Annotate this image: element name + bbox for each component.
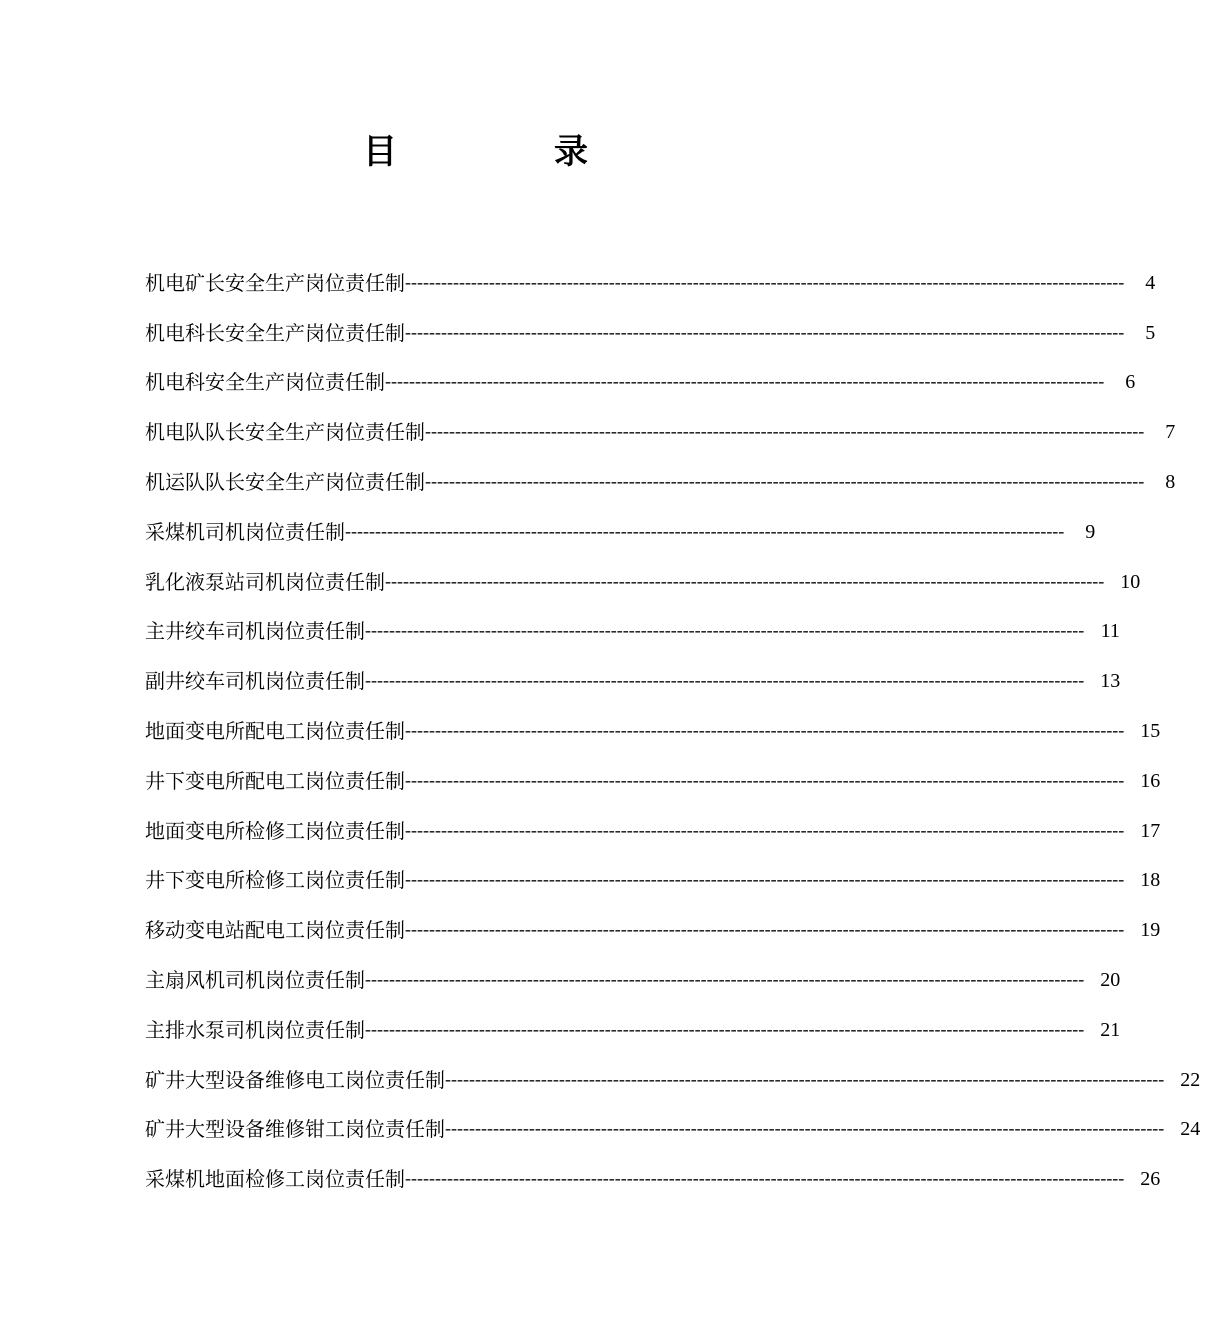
- toc-entry-label: 井下变电所检修工岗位责任制: [145, 868, 405, 893]
- toc-entry-label: 矿井大型设备维修钳工岗位责任制: [145, 1117, 445, 1142]
- toc-leader-dashes: ------------------------------------------------------------------------------------------------------------------------: [405, 720, 1125, 741]
- toc-entry-label: 移动变电站配电工岗位责任制: [145, 918, 405, 943]
- toc-entry[interactable]: [145, 308, 1156, 358]
- toc-leader-dashes: ------------------------------------------------------------------------------------------------------------------------: [405, 321, 1125, 342]
- toc-leader-dashes: ------------------------------------------------------------------------------------------------------------------------: [365, 1018, 1085, 1039]
- toc-leader-dashes: ------------------------------------------------------------------------------------------------------------------------: [425, 471, 1145, 492]
- toc-leader-dashes: ------------------------------------------------------------------------------------------------------------------------: [365, 670, 1085, 691]
- toc-leader-dashes: ------------------------------------------------------------------------------------------------------------------------: [445, 1068, 1165, 1089]
- toc-entry-label: 矿井大型设备维修电工岗位责任制: [145, 1067, 445, 1092]
- toc-entry[interactable]: [145, 258, 1156, 308]
- toc-leader-dashes: ------------------------------------------------------------------------------------------------------------------------: [405, 271, 1125, 292]
- toc-entry-page: 4: [1145, 271, 1156, 294]
- toc-leader-dashes: ------------------------------------------------------------------------------------------------------------------------: [365, 620, 1085, 641]
- toc-entry-label: 主排水泵司机岗位责任制: [145, 1017, 365, 1042]
- toc-entry[interactable]: [145, 756, 1161, 806]
- title-char-2: 录: [554, 132, 588, 172]
- toc-entry[interactable]: [145, 1154, 1161, 1204]
- toc-entry-label: 井下变电所配电工岗位责任制: [145, 768, 405, 793]
- toc-entry[interactable]: [145, 607, 1120, 657]
- toc-leader-dashes: ------------------------------------------------------------------------------------------------------------------------: [445, 1118, 1165, 1139]
- toc-entry-label: 机电队队长安全生产岗位责任制: [145, 420, 425, 445]
- toc-entry-page: 18: [1140, 869, 1161, 892]
- toc-entry-page: 19: [1140, 919, 1161, 942]
- toc-entry-page: 26: [1140, 1168, 1161, 1191]
- toc-entry-label: 地面变电所配电工岗位责任制: [145, 719, 405, 744]
- toc-entry-page: 20: [1100, 969, 1121, 992]
- toc-entry-page: 16: [1140, 769, 1161, 792]
- toc-leader-dashes: ------------------------------------------------------------------------------------------------------------------------: [405, 819, 1125, 840]
- toc-entry-label: 机运队队长安全生产岗位责任制: [145, 470, 425, 495]
- toc-entry[interactable]: [145, 557, 1141, 607]
- toc-entry-label: 采煤机地面检修工岗位责任制: [145, 1167, 405, 1192]
- toc-entry-label: 副井绞车司机岗位责任制: [145, 669, 365, 694]
- toc-entry-page: 22: [1180, 1068, 1201, 1091]
- toc-entry[interactable]: [145, 507, 1096, 557]
- toc-leader-dashes: ------------------------------------------------------------------------------------------------------------------------: [345, 520, 1065, 541]
- toc-entry-page: 7: [1165, 421, 1176, 444]
- toc-entry-page: 15: [1140, 720, 1161, 743]
- toc-entry[interactable]: [145, 706, 1161, 756]
- toc-entry-label: 主井绞车司机岗位责任制: [145, 619, 365, 644]
- toc-entry-page: 17: [1140, 819, 1161, 842]
- toc-entry-label: 主扇风机司机岗位责任制: [145, 968, 365, 993]
- toc-entry[interactable]: [145, 856, 1161, 906]
- toc-entry[interactable]: [145, 806, 1161, 856]
- toc-entry-label: 机电矿长安全生产岗位责任制: [145, 270, 405, 295]
- toc-entry[interactable]: [145, 457, 1176, 507]
- toc-leader-dashes: ------------------------------------------------------------------------------------------------------------------------: [365, 969, 1085, 990]
- toc-entry-label: 乳化液泵站司机岗位责任制: [145, 569, 385, 594]
- title-char-1: 目: [363, 132, 397, 172]
- toc-leader-dashes: ------------------------------------------------------------------------------------------------------------------------: [405, 1168, 1125, 1189]
- toc-leader-dashes: ------------------------------------------------------------------------------------------------------------------------: [385, 570, 1105, 591]
- toc-entry-page: 11: [1100, 620, 1120, 643]
- toc-entry-label: 机电科长安全生产岗位责任制: [145, 320, 405, 345]
- toc-leader-dashes: ------------------------------------------------------------------------------------------------------------------------: [385, 371, 1105, 392]
- toc-entry[interactable]: [145, 905, 1161, 955]
- table-of-contents: [145, 258, 1201, 1204]
- toc-entry-page: 9: [1085, 520, 1096, 543]
- toc-entry-page: 24: [1180, 1118, 1201, 1141]
- toc-entry[interactable]: [145, 955, 1121, 1005]
- toc-leader-dashes: ------------------------------------------------------------------------------------------------------------------------: [425, 421, 1145, 442]
- toc-entry-label: 采煤机司机岗位责任制: [145, 519, 345, 544]
- toc-entry-label: 地面变电所检修工岗位责任制: [145, 818, 405, 843]
- toc-entry[interactable]: [145, 358, 1136, 408]
- toc-entry-page: 13: [1100, 670, 1121, 693]
- toc-entry-page: 10: [1120, 570, 1141, 593]
- toc-entry-page: 8: [1165, 471, 1176, 494]
- toc-entry-page: 21: [1100, 1018, 1121, 1041]
- page-title: [0, 128, 950, 176]
- toc-leader-dashes: ------------------------------------------------------------------------------------------------------------------------: [405, 769, 1125, 790]
- toc-entry[interactable]: [145, 1105, 1201, 1155]
- toc-entry-page: 5: [1145, 321, 1156, 344]
- toc-entry[interactable]: [145, 1055, 1201, 1105]
- toc-entry[interactable]: [145, 407, 1176, 457]
- toc-entry-label: 机电科安全生产岗位责任制: [145, 370, 385, 395]
- toc-leader-dashes: ------------------------------------------------------------------------------------------------------------------------: [405, 869, 1125, 890]
- toc-entry-page: 6: [1125, 371, 1136, 394]
- toc-entry[interactable]: [145, 1005, 1121, 1055]
- toc-leader-dashes: ------------------------------------------------------------------------------------------------------------------------: [405, 919, 1125, 940]
- toc-entry[interactable]: [145, 656, 1121, 706]
